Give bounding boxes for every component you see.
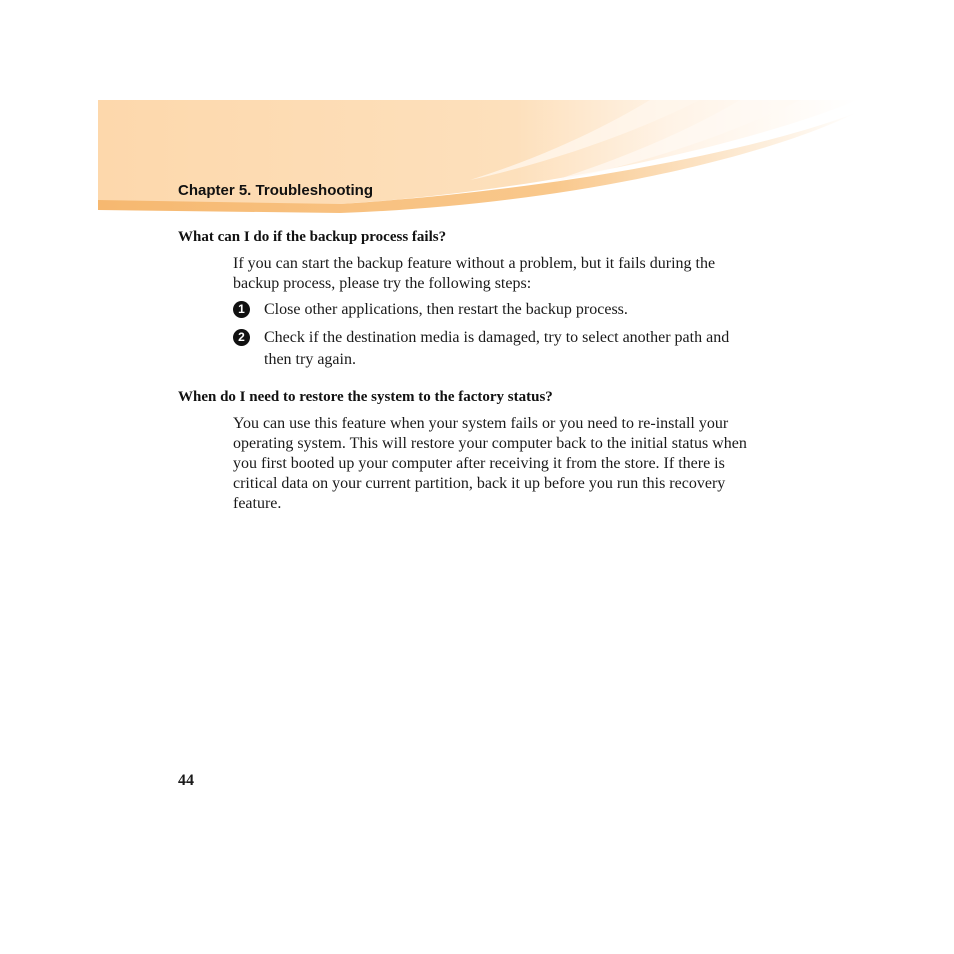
chapter-title: Chapter 5. Troubleshooting (178, 182, 374, 199)
step-text: Close other applications, then restart the backup process. (264, 301, 628, 318)
section-heading-factory-restore: When do I need to restore the system to the factory status? (178, 389, 553, 405)
page-number: 44 (178, 772, 194, 789)
section-heading-backup-fails: What can I do if the backup process fails? (178, 229, 447, 245)
chapter-banner (0, 0, 954, 230)
step-text: Check if the destination media is damaged, try to select another path and then try again. (264, 329, 730, 368)
step-number-badge: 2 (233, 329, 250, 346)
factory-restore-paragraph: You can use this feature when your system fails or you need to re-install your operating system. This will restore your computer back to the initial status when you first booted up your computer after receiving it from the store. If there is critical data on your current partition, back it up before you run this recovery feature. (233, 415, 747, 512)
backup-intro-paragraph: If you can start the backup feature without a problem, but it fails during the backup process, please try the following steps: (233, 255, 716, 292)
step-number-badge: 1 (233, 301, 250, 318)
